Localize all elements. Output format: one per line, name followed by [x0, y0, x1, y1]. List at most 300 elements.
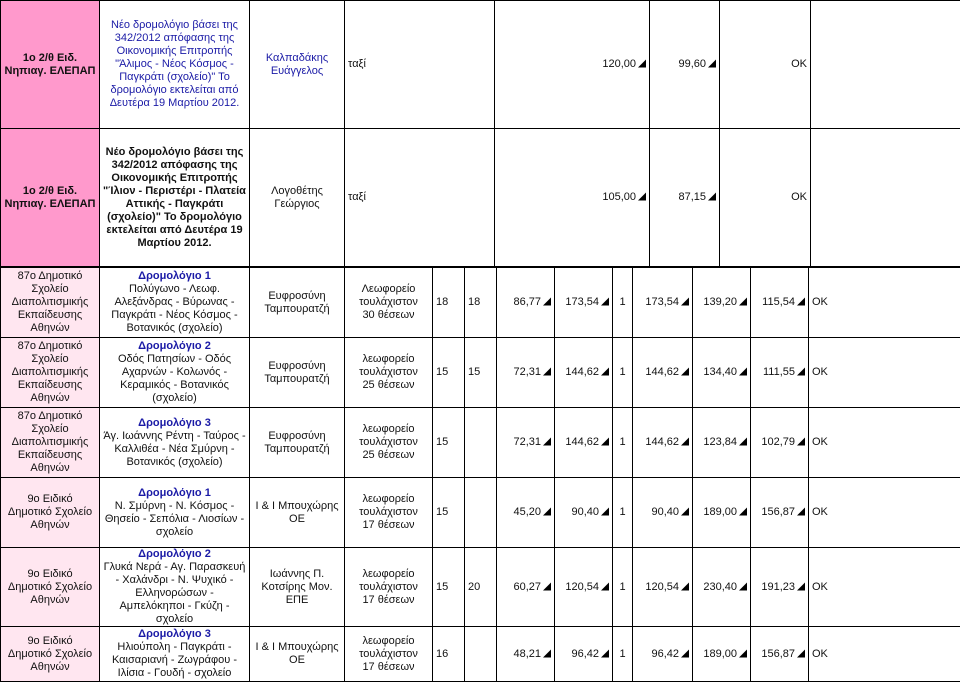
value-cell	[555, 408, 613, 478]
count-cell	[433, 338, 465, 408]
euro-icon	[708, 192, 716, 201]
school-name-line: Δημοτικό Σχολείο	[1, 581, 99, 594]
vehicle-cell	[345, 268, 433, 338]
amount-value: 72,31	[513, 366, 541, 378]
route-line: σχολείο	[100, 613, 249, 626]
school-cell	[1, 478, 100, 548]
days-cell	[613, 478, 633, 548]
contractor-line: Καλπαδάκης	[250, 52, 344, 65]
school-name-line: 9ο Ειδικό	[1, 568, 99, 581]
route-line: Ν. Σμύρνη - Ν. Κόσμος -	[100, 500, 249, 513]
vehicle-cell	[345, 478, 433, 548]
table-row	[1, 268, 960, 338]
status-cell	[809, 408, 960, 478]
vehicle-line: τουλάχιστον	[345, 296, 432, 309]
route-line: σχολείο	[100, 526, 249, 539]
school-name-line: Δημοτικό Σχολείο	[1, 506, 99, 519]
school-cell	[1, 1, 100, 129]
amount-value: 120,54	[565, 581, 599, 593]
value-cell	[633, 338, 693, 408]
school-name-line: Αθηνών	[1, 392, 99, 405]
euro-icon	[681, 367, 689, 376]
value-cell	[751, 478, 809, 548]
price-value: 120,00	[602, 58, 636, 70]
route-line: "Άλιμος - Νέος Κόσμος -	[100, 58, 249, 71]
euro-icon	[739, 507, 747, 516]
status-badge: ΟΚ	[812, 581, 828, 593]
value-cell	[497, 548, 555, 627]
route-line: 342/2012 απόφασης της	[100, 32, 249, 45]
route-line: Οικονομικής Επιτροπής	[100, 172, 249, 185]
vehicle-cell	[345, 548, 433, 627]
amount-value: 173,54	[645, 296, 679, 308]
amount-value: 48,21	[513, 648, 541, 660]
vehicle-line: λεωφορείο	[345, 353, 432, 366]
route-cell	[100, 268, 250, 338]
euro-icon	[797, 437, 805, 446]
status-badge: ΟΚ	[812, 296, 828, 308]
vehicle-line: λεωφορείο	[345, 568, 432, 581]
amount-value: 86,77	[513, 296, 541, 308]
school-name-line: Εκπαίδευσης	[1, 379, 99, 392]
euro-icon	[797, 507, 805, 516]
route-line: Νέο δρομολόγιο βάσει της	[100, 146, 249, 159]
school-name-line: Αθηνών	[1, 661, 99, 674]
euro-icon	[681, 507, 689, 516]
school-name-line: 87ο Δημοτικό	[1, 340, 99, 353]
price-value: 105,00	[602, 191, 636, 203]
count-cell	[433, 478, 465, 548]
school-name-line: Εκπαίδευσης	[1, 309, 99, 322]
value-cell	[633, 627, 693, 682]
days-cell	[613, 268, 633, 338]
count-value: 20	[468, 581, 480, 593]
euro-icon	[739, 367, 747, 376]
euro-icon	[681, 437, 689, 446]
days-cell	[613, 338, 633, 408]
days-value: 1	[619, 506, 625, 518]
days-value: 1	[619, 581, 625, 593]
table-row	[1, 129, 960, 267]
status-badge: ΟΚ	[812, 506, 828, 518]
euro-icon	[543, 507, 551, 516]
taxi-routes-table	[0, 0, 960, 267]
amount-value: 139,20	[703, 296, 737, 308]
status-cell	[720, 129, 811, 267]
vehicle-line: 17 θέσεων	[345, 594, 432, 607]
school-name-line: Διαπολιτισμικής	[1, 296, 99, 309]
contractor-line: Ευάγγελος	[250, 65, 344, 78]
euro-icon	[543, 297, 551, 306]
discount-cell	[650, 129, 720, 267]
bus-routes-table	[0, 267, 960, 682]
days-value: 1	[619, 648, 625, 660]
euro-icon	[543, 582, 551, 591]
contractor-cell	[250, 1, 345, 129]
count-value: 15	[436, 366, 448, 378]
contractor-cell	[250, 129, 345, 267]
status-badge: ΟΚ	[812, 436, 828, 448]
value-cell	[555, 268, 613, 338]
count-value: 18	[436, 296, 448, 308]
count-cell	[465, 408, 497, 478]
status-badge: ΟΚ	[812, 648, 828, 660]
vehicle-line: τουλάχιστον	[345, 648, 432, 661]
school-name-line: Αθηνών	[1, 462, 99, 475]
route-line: Γλυκά Νερά - Αγ. Παρασκευή	[100, 561, 249, 574]
route-line: Ηλιούπολη - Παγκράτι -	[100, 641, 249, 654]
euro-icon	[638, 192, 646, 201]
route-cell	[100, 408, 250, 478]
vehicle-cell	[345, 338, 433, 408]
contractor-cell	[250, 548, 345, 627]
school-name-line: Διαπολιτισμικής	[1, 436, 99, 449]
route-line: εκτελείται από Δευτέρα 19	[100, 224, 249, 237]
status-cell	[809, 478, 960, 548]
route-line: (σχολείο)	[100, 392, 249, 405]
value-cell	[497, 408, 555, 478]
amount-value: 156,87	[761, 648, 795, 660]
count-value: 15	[436, 506, 448, 518]
route-line: Κεραμικός - Βοτανικός	[100, 379, 249, 392]
route-line: Οικονομικής Επιτροπής	[100, 45, 249, 58]
amount-value: 230,40	[703, 581, 737, 593]
vehicle-line: 17 θέσεων	[345, 519, 432, 532]
contractor-line: Ταμπουρατζή	[250, 443, 344, 456]
contractor-line: Κοτσίρης Μον.	[250, 581, 344, 594]
route-line: Παγκράτι - Νέος Κόσμος -	[100, 309, 249, 322]
route-line: Βοτανικός (σχολείο)	[100, 322, 249, 335]
contractor-line: ΕΠΕ	[250, 594, 344, 607]
amount-value: 173,54	[565, 296, 599, 308]
school-cell	[1, 548, 100, 627]
vehicle-cell	[345, 627, 433, 682]
count-cell	[465, 548, 497, 627]
contractor-line: Ταμπουρατζή	[250, 373, 344, 386]
school-name-line: Εκπαίδευσης	[1, 449, 99, 462]
route-line: Αττικής - Παγκράτι	[100, 198, 249, 211]
route-cell	[100, 129, 250, 267]
contractor-cell	[250, 268, 345, 338]
school-cell	[1, 408, 100, 478]
amount-value: 90,40	[571, 506, 599, 518]
route-cell	[100, 548, 250, 627]
count-value: 15	[436, 436, 448, 448]
status-cell	[809, 548, 960, 627]
euro-icon	[543, 367, 551, 376]
price-cell	[495, 1, 650, 129]
value-cell	[555, 627, 613, 682]
value-cell	[555, 338, 613, 408]
amount-value: 120,54	[645, 581, 679, 593]
school-cell	[1, 627, 100, 682]
discounted-value: 87,15	[678, 191, 706, 203]
vehicle-line: 30 θέσεων	[345, 309, 432, 322]
route-line: Μαρτίου 2012.	[100, 237, 249, 250]
school-cell	[1, 338, 100, 408]
contractor-line: ΟΕ	[250, 654, 344, 667]
count-value: 15	[468, 366, 480, 378]
amount-value: 72,31	[513, 436, 541, 448]
route-cell	[100, 478, 250, 548]
euro-icon	[601, 649, 609, 658]
amount-value: 189,00	[703, 506, 737, 518]
count-cell	[433, 548, 465, 627]
euro-icon	[601, 582, 609, 591]
days-value: 1	[619, 366, 625, 378]
route-line: Νέο δρομολόγιο βάσει της	[100, 19, 249, 32]
school-name: 1ο 2/θ Ειδ. Νηπιαγ. ΕΛΕΠΑΠ	[5, 185, 96, 210]
school-name-line: 87ο Δημοτικό	[1, 410, 99, 423]
contractor-line: Γεώργιος	[250, 198, 344, 211]
contractor-cell	[250, 627, 345, 682]
route-title: Δρομολόγιο 1	[100, 270, 249, 283]
value-cell	[693, 408, 751, 478]
route-title: Δρομολόγιο 1	[100, 487, 249, 500]
euro-icon	[797, 582, 805, 591]
route-line: Αχαρνών - Κολωνός -	[100, 366, 249, 379]
value-cell	[555, 478, 613, 548]
euro-icon	[681, 297, 689, 306]
amount-value: 144,62	[565, 366, 599, 378]
count-value: 15	[436, 581, 448, 593]
count-cell	[433, 408, 465, 478]
value-cell	[633, 268, 693, 338]
school-name-line: Αθηνών	[1, 322, 99, 335]
value-cell	[751, 268, 809, 338]
euro-icon	[797, 297, 805, 306]
amount-value: 144,62	[645, 436, 679, 448]
route-cell	[100, 627, 250, 682]
route-cell	[100, 1, 250, 129]
amount-value: 191,23	[761, 581, 795, 593]
vehicle-line: Λεωφορείο	[345, 283, 432, 296]
value-cell	[633, 408, 693, 478]
amount-value: 96,42	[651, 648, 679, 660]
value-cell	[693, 338, 751, 408]
contractor-cell	[250, 408, 345, 478]
value-cell	[497, 338, 555, 408]
status-cell	[809, 338, 960, 408]
days-value: 1	[619, 296, 625, 308]
route-line: 342/2012 απόφασης της	[100, 159, 249, 172]
contractor-line: ΟΕ	[250, 513, 344, 526]
contractor-line: Ι & Ι Μπουχώρης	[250, 500, 344, 513]
euro-icon	[638, 59, 646, 68]
table-row	[1, 478, 960, 548]
amount-value: 134,40	[703, 366, 737, 378]
contractor-line: Ευφροσύνη	[250, 360, 344, 373]
contractor-line: Ιωάννης Π.	[250, 568, 344, 581]
route-line: Οδός Πατησίων - Οδός	[100, 353, 249, 366]
days-cell	[613, 548, 633, 627]
amount-value: 96,42	[571, 648, 599, 660]
discounted-value: 99,60	[678, 58, 706, 70]
discount-cell	[650, 1, 720, 129]
table-row	[1, 627, 960, 682]
count-cell	[465, 338, 497, 408]
school-name-line: Αθηνών	[1, 594, 99, 607]
route-line: Δευτέρα 19 Μαρτίου 2012.	[100, 97, 249, 110]
euro-icon	[601, 297, 609, 306]
amount-value: 60,27	[513, 581, 541, 593]
route-line: Ιλίσια - Γουδή - σχολείο	[100, 667, 249, 680]
route-title: Δρομολόγιο 3	[100, 417, 249, 430]
status-badge: ΟΚ	[812, 366, 828, 378]
euro-icon	[601, 437, 609, 446]
count-cell	[433, 268, 465, 338]
value-cell	[751, 408, 809, 478]
route-line: Θησείο - Σεπόλια - Λιοσίων -	[100, 513, 249, 526]
euro-icon	[739, 582, 747, 591]
count-value: 18	[468, 296, 480, 308]
vehicle-line: λεωφορείο	[345, 493, 432, 506]
vehicle-type: ταξί	[348, 191, 366, 203]
status-cell	[720, 1, 811, 129]
route-cell	[100, 338, 250, 408]
route-line: - Χαλάνδρι - Ν. Ψυχικό -	[100, 574, 249, 587]
status-cell	[809, 268, 960, 338]
school-name-line: 9ο Ειδικό	[1, 493, 99, 506]
route-line: (σχολείο)" Το δρομολόγιο	[100, 211, 249, 224]
vehicle-type: ταξί	[348, 58, 366, 70]
contractor-line: Λογοθέτης	[250, 185, 344, 198]
count-cell	[465, 627, 497, 682]
empty-cell	[811, 129, 960, 267]
route-line: Αλεξάνδρας - Βύρωνας -	[100, 296, 249, 309]
route-line: Παγκράτι (σχολείο)" Το	[100, 71, 249, 84]
table-row	[1, 408, 960, 478]
vehicle-line: τουλάχιστον	[345, 506, 432, 519]
euro-icon	[681, 582, 689, 591]
contractor-line: Ι & Ι Μπουχώρης	[250, 641, 344, 654]
vehicle-line: 25 θέσεων	[345, 449, 432, 462]
euro-icon	[739, 437, 747, 446]
route-line: Καισαριανή - Ζωγράφου -	[100, 654, 249, 667]
contractor-cell	[250, 478, 345, 548]
value-cell	[693, 548, 751, 627]
euro-icon	[543, 437, 551, 446]
vehicle-cell	[345, 1, 495, 129]
value-cell	[751, 338, 809, 408]
route-line: Πολύγωνο - Λεωφ.	[100, 283, 249, 296]
value-cell	[633, 478, 693, 548]
vehicle-line: λεωφορείο	[345, 635, 432, 648]
euro-icon	[708, 59, 716, 68]
value-cell	[633, 548, 693, 627]
school-name-line: Σχολείο	[1, 283, 99, 296]
euro-icon	[797, 367, 805, 376]
count-value: 16	[436, 648, 448, 660]
count-cell	[465, 268, 497, 338]
school-cell	[1, 268, 100, 338]
amount-value: 111,55	[763, 366, 795, 378]
euro-icon	[797, 649, 805, 658]
contractor-line: Ευφροσύνη	[250, 290, 344, 303]
school-name-line: Αθηνών	[1, 519, 99, 532]
status-cell	[809, 627, 960, 682]
vehicle-cell	[345, 408, 433, 478]
days-cell	[613, 408, 633, 478]
status-badge: ΟΚ	[791, 191, 807, 203]
days-cell	[613, 627, 633, 682]
contractor-line: Ευφροσύνη	[250, 430, 344, 443]
vehicle-line: τουλάχιστον	[345, 581, 432, 594]
amount-value: 144,62	[565, 436, 599, 448]
amount-value: 123,84	[703, 436, 737, 448]
value-cell	[497, 478, 555, 548]
euro-icon	[681, 649, 689, 658]
route-line: "Ίλιον - Περιστέρι - Πλατεία	[100, 185, 249, 198]
days-value: 1	[619, 436, 625, 448]
contractor-line: Ταμπουρατζή	[250, 303, 344, 316]
status-badge: ΟΚ	[791, 58, 807, 70]
euro-icon	[739, 649, 747, 658]
count-cell	[433, 627, 465, 682]
school-name-line: 9ο Ειδικό	[1, 635, 99, 648]
amount-value: 102,79	[761, 436, 795, 448]
vehicle-line: 17 θέσεων	[345, 661, 432, 674]
amount-value: 90,40	[651, 506, 679, 518]
value-cell	[693, 268, 751, 338]
euro-icon	[601, 367, 609, 376]
vehicle-line: 25 θέσεων	[345, 379, 432, 392]
amount-value: 115,54	[762, 296, 795, 308]
value-cell	[751, 627, 809, 682]
price-cell	[495, 129, 650, 267]
contractor-cell	[250, 338, 345, 408]
vehicle-line: τουλάχιστον	[345, 436, 432, 449]
amount-value: 156,87	[761, 506, 795, 518]
route-title: Δρομολόγιο 3	[100, 628, 249, 641]
amount-value: 189,00	[703, 648, 737, 660]
route-line: Καλλιθέα - Νέα Σμύρνη -	[100, 443, 249, 456]
school-name-line: Σχολείο	[1, 353, 99, 366]
table-row	[1, 338, 960, 408]
route-line: Αμπελόκηποι - Γκύζη -	[100, 600, 249, 613]
table-row	[1, 548, 960, 627]
school-name-line: Διαπολιτισμικής	[1, 366, 99, 379]
value-cell	[693, 478, 751, 548]
vehicle-line: λεωφορείο	[345, 423, 432, 436]
amount-value: 45,20	[513, 506, 541, 518]
vehicle-line: τουλάχιστον	[345, 366, 432, 379]
route-line: Άγ. Ιωάννης Ρέντη - Ταύρος -	[100, 430, 249, 443]
school-cell	[1, 129, 100, 267]
vehicle-cell	[345, 129, 495, 267]
euro-icon	[601, 507, 609, 516]
value-cell	[497, 627, 555, 682]
school-name-line: 87ο Δημοτικό	[1, 270, 99, 283]
euro-icon	[739, 297, 747, 306]
euro-icon	[543, 649, 551, 658]
value-cell	[555, 548, 613, 627]
route-line: Ελληνορώσων -	[100, 587, 249, 600]
empty-cell	[811, 1, 960, 129]
value-cell	[693, 627, 751, 682]
school-name: 1ο 2/θ Ειδ. Νηπιαγ. ΕΛΕΠΑΠ	[5, 52, 96, 77]
route-title: Δρομολόγιο 2	[100, 548, 249, 561]
value-cell	[497, 268, 555, 338]
route-title: Δρομολόγιο 2	[100, 340, 249, 353]
school-name-line: Σχολείο	[1, 423, 99, 436]
route-line: Βοτανικός (σχολείο)	[100, 456, 249, 469]
school-name-line: Δημοτικό Σχολείο	[1, 648, 99, 661]
route-line: δρομολόγιο εκτελείται από	[100, 84, 249, 97]
amount-value: 144,62	[645, 366, 679, 378]
value-cell	[751, 548, 809, 627]
table-row	[1, 1, 960, 129]
